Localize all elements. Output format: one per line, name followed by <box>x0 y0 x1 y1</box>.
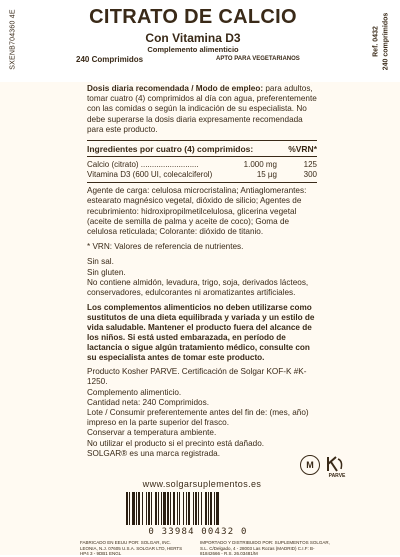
tablet-count: 240 Comprimidos <box>76 55 144 64</box>
barcode-number: 0 33984 00432 0 <box>148 527 248 537</box>
vegetarian-note: APTO PARA VEGETARIANOS <box>216 56 300 62</box>
barcode-bar <box>126 492 128 525</box>
barcode-bar <box>179 492 180 525</box>
ingredient-name: Calcio (citrato) .......................... <box>87 160 199 170</box>
barcode-bar <box>148 492 150 525</box>
barcode-bar <box>173 492 175 525</box>
barcode-bars <box>118 492 278 528</box>
barcode-bar <box>216 492 219 525</box>
barcode-bar <box>167 492 169 525</box>
storage-note: Conservar a temperatura ambiente. <box>87 428 217 438</box>
header-band <box>0 0 400 82</box>
website-url: www.solgarsuplementos.es <box>142 479 262 489</box>
product-tagline: Complemento alimenticio <box>147 45 239 54</box>
barcode-bar <box>146 492 147 525</box>
misc-info <box>87 367 317 459</box>
free-from-others: No contiene almidón, levadura, trigo, soja, derivados lácteos, conservadores, edulcorantes ni aromatizantes artificiales. <box>87 277 309 298</box>
ref-code: Ref. 0432 <box>372 26 380 57</box>
category-note: Complemento alimenticio. <box>87 387 182 397</box>
barcode <box>118 492 278 538</box>
kosher-k-icon <box>324 455 346 473</box>
excipients-text: Agente de carga: celulosa microcristalina; Antiaglomerantes: estearato magnésico vegetal, dióxido de silicio; Agentes de recubrimiento: hidroxipropilmetilcelulosa, glicerina vegetal (aceite de semilla de palma y aceite de coco); Goma de celulosa reticulada; Colorante: dióxido de titanio. <box>87 186 307 237</box>
kosher-note: Producto Kosher PARVE. Certificación de Solgar KOF-K #K-1250. <box>87 367 307 387</box>
distributor-info: IMPORTADO Y DISTRIBUIDO POR: SUPLEMENTOS SOLGAR, S.L. C/Delgado, 4 - 28003 Las Rozas (MADRID) C.I.F: B-81842666 - R.S. 26.03481/M <box>200 540 330 556</box>
ingredient-row <box>87 170 317 180</box>
ingredients-heading: Ingredientes por cuatro (4) comprimidos: <box>87 144 254 155</box>
label-body <box>87 84 317 459</box>
ingredient-row <box>87 160 317 170</box>
dosage-text: para adultos, tomar cuatro (4) comprimidos al día con agua, preferentemente con las comidas o según la indicación de su especialista. No debe superarse la dosis diaria expresamente recomendada para este producto. <box>87 84 317 134</box>
barcode-bar <box>183 492 184 525</box>
barcode-bar <box>186 492 187 525</box>
barcode-bar <box>158 492 159 525</box>
vrn-footnote: * VRN: Valores de referencia de nutrientes. <box>87 242 244 252</box>
ingredients-header <box>87 144 317 154</box>
free-from-block <box>87 257 317 298</box>
barcode-bar <box>208 492 209 525</box>
lot-note: Lote / Consumir preferentemente antes del fin de: (mes, año) impreso en la parte superior del frasco. <box>87 408 309 428</box>
side-code-right <box>366 8 400 76</box>
barcode-bar <box>193 492 194 525</box>
barcode-bar <box>170 492 171 525</box>
barcode-bar <box>155 492 157 525</box>
footer <box>80 540 330 557</box>
barcode-bar <box>198 492 199 525</box>
seal-note: No utilizar el producto si el precinto está dañado. <box>87 438 265 448</box>
ingredient-amount: 15 µg <box>256 170 277 180</box>
free-from-gluten: Sin gluten. <box>87 267 126 277</box>
ingredient-vrn: 300 <box>303 170 317 180</box>
barcode-bar <box>151 492 152 525</box>
barcode-bar <box>195 492 197 525</box>
divider <box>87 156 317 157</box>
barcode-bar <box>161 492 162 525</box>
dosage-heading: Dosis diaria recomendada / Modo de empleo: <box>87 84 264 93</box>
divider <box>87 140 317 141</box>
barcode-bar <box>210 492 212 525</box>
barcode-bar <box>177 492 178 525</box>
side-code-left: SXENB704360 4E <box>9 9 17 70</box>
ingredient-vrn: 125 <box>303 160 317 170</box>
barcode-bar <box>136 492 137 525</box>
ingredient-name: Vitamina D3 (600 UI, colecalciferol) <box>87 170 213 180</box>
barcode-bar <box>138 492 140 525</box>
barcode-bar <box>214 492 215 525</box>
trademark-note: SOLGAR® es una marca registrada. <box>87 448 220 458</box>
barcode-bar <box>188 492 190 525</box>
net-quantity: Cantidad neta: 240 Comprimidos. <box>87 397 209 407</box>
vrn-heading: %VRN* <box>288 144 317 155</box>
divider <box>87 182 317 183</box>
barcode-bar <box>205 492 207 525</box>
product-title: CITRATO DE CALCIO <box>89 6 297 28</box>
barcode-bar <box>129 492 130 525</box>
manufacturer-info: FABRICADO EN EEUU POR: SOLGAR, INC. LEONIA, N.J. 07605 U.S.A. SOLGAR LTD, HERTS HP4 3 - 9DB1 ENGL <box>80 540 183 556</box>
certification-badges <box>300 455 350 477</box>
ref-count: 240 comprimidos <box>382 12 390 71</box>
m-certification-icon: M <box>300 455 320 475</box>
barcode-bar <box>142 492 143 525</box>
product-subtitle: Con Vitamina D3 <box>145 31 241 45</box>
barcode-bar <box>163 492 166 525</box>
barcode-bar <box>132 492 135 525</box>
dosage-paragraph <box>87 84 317 135</box>
ingredient-amount: 1.000 mg <box>243 160 277 170</box>
barcode-bar <box>201 492 202 525</box>
parve-label: PARVE <box>328 473 346 479</box>
free-from-salt: Sin sal. <box>87 257 114 267</box>
warning-text: Los complementos alimenticios no deben utilizarse como sustitutos de una dieta equilibrada y variada y un estilo de vida saludable. Mantener el producto fuera del alcance de los niños. Si está usted embarazada, en período de lactancia o sigue algún tratamiento médico, consulte con su especialista antes de tomar este producto. <box>87 303 315 363</box>
count-row <box>76 55 336 67</box>
